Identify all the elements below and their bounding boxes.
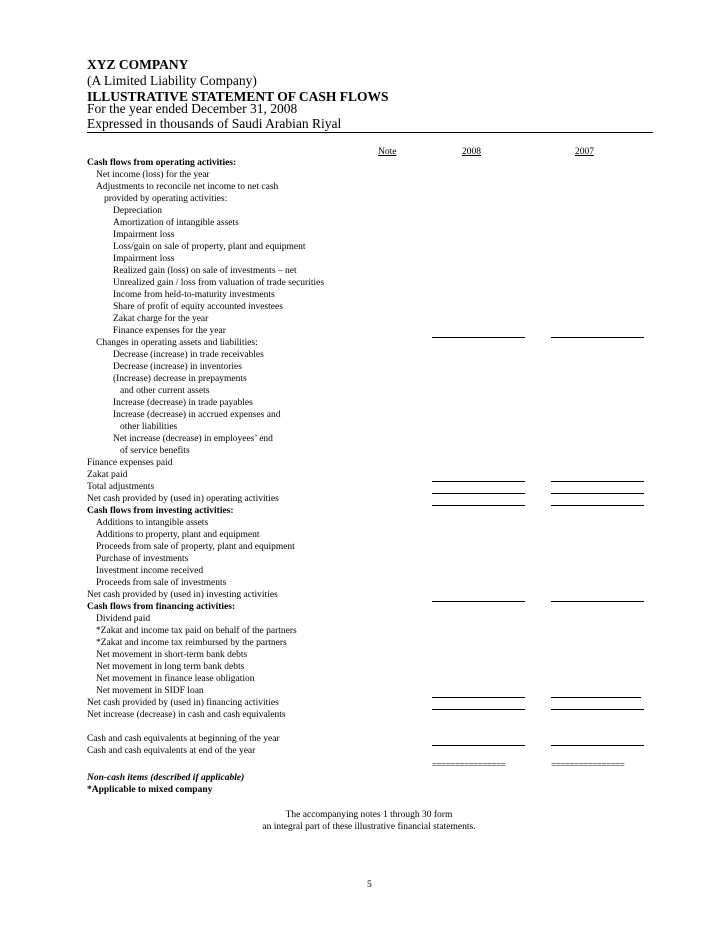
section-investing: Cash flows from investing activities: [87,506,234,516]
row-inventories: Decrease (increase) in inventories [113,362,242,372]
row-impairment-2: Impairment loss [113,254,175,264]
row-employee-benefits-cont: of service benefits [120,446,190,456]
row-trade-payables: Increase (decrease) in trade payables [113,398,253,408]
row-net-cash-operating: Net cash provided by (used in) operating activities [87,494,279,504]
underline-2007 [551,697,641,698]
underline-2008 [432,709,525,710]
underline-2008 [432,601,525,602]
legal-form: (A Limited Liability Company) [87,73,257,88]
row-adjustments: Adjustments to reconcile net income to net cash [96,182,279,192]
row-net-cash-investing: Net cash provided by (used in) investing activities [87,590,278,600]
underline-2008 [432,337,525,338]
row-prepayments: (Increase) decrease in prepayments [113,374,247,384]
row-realized-gain: Realized gain (loss) on sale of investments – net [113,266,297,276]
row-cash-end: Cash and cash equivalents at end of the year [87,746,256,756]
row-accrued-expenses-cont: other liabilities [120,422,178,432]
row-trade-receivables: Decrease (increase) in trade receivables [113,350,264,360]
row-accrued-expenses: Increase (decrease) in accrued expenses and [113,410,281,420]
row-htm-income: Income from held-to-maturity investments [113,290,275,300]
row-cash-beginning: Cash and cash equivalents at beginning of the year [87,734,280,744]
statement-title: ILLUSTRATIVE STATEMENT OF CASH FLOWS [87,89,389,104]
row-ppe-proceeds: Proceeds from sale of property, plant and equipment [96,542,295,552]
row-net-income: Net income (loss) for the year [96,170,210,180]
underline-2007 [551,601,644,602]
underline-2007 [551,337,644,338]
row-short-term-debts: Net movement in short-term bank debts [96,650,248,660]
row-employee-benefits: Net increase (decrease) in employees’ end [113,434,273,444]
row-intangible-additions: Additions to intangible assets [96,518,209,528]
double-rule-2007: ================ [551,760,625,770]
header-rule [87,132,653,133]
row-zakat-reimbursed: *Zakat and income tax reimbursed by the partners [96,638,287,648]
row-zakat-paid: Zakat paid [87,470,128,480]
row-net-cash-financing: Net cash provided by (used in) financing activities [87,698,279,708]
footer-line-1: The accompanying notes 1 through 30 form [285,810,453,820]
row-depreciation: Depreciation [113,206,163,216]
row-finance-expenses: Finance expenses for the year [113,326,226,336]
row-sidf-loan: Net movement in SIDF loan [96,686,204,696]
row-adjustments-cont: provided by operating activities: [104,194,228,204]
row-finance-lease: Net movement in finance lease obligation [96,674,255,684]
underline-2008 [432,697,525,698]
underline-2007 [551,481,644,482]
underline-2007 [551,709,644,710]
period-line: For the year ended December 31, 2008 [87,101,298,116]
footer-line-2: an integral part of these illustrative financial statements. [262,822,476,832]
non-cash-note: Non-cash items (described if applicable) [87,773,245,783]
row-investment-proceeds: Proceeds from sale of investments [96,578,227,588]
section-financing: Cash flows from financing activities: [87,602,236,612]
column-2008: 2008 [462,147,481,157]
row-total-adjustments: Total adjustments [87,482,155,492]
row-dividend: Dividend paid [96,614,151,624]
underline-2008 [432,505,525,506]
row-investment-purchase: Purchase of investments [96,554,189,564]
row-impairment: Impairment loss [113,230,175,240]
row-investment-income: Investment income received [96,566,204,576]
mixed-company-note: *Applicable to mixed company [87,785,213,795]
underline-2008 [432,745,525,746]
row-amortization: Amortization of intangible assets [113,218,239,228]
company-name: XYZ COMPANY [87,57,189,72]
row-prepayments-cont: and other current assets [120,386,210,396]
row-long-term-debts: Net movement in long term bank debts [96,662,245,672]
page-number: 5 [367,880,372,890]
row-zakat-paid-partners: *Zakat and income tax paid on behalf of the partners [96,626,297,636]
double-rule-2008: ================ [432,760,506,770]
underline-2007 [551,493,644,494]
underline-2007 [551,505,644,506]
row-equity-share: Share of profit of equity accounted investees [113,302,283,312]
section-operating: Cash flows from operating activities: [87,158,237,168]
row-net-increase: Net increase (decrease) in cash and cash equivalents [87,710,286,720]
column-2007: 2007 [575,147,594,157]
currency-line: Expressed in thousands of Saudi Arabian Riyal [87,116,342,131]
row-loss-gain-ppe: Loss/gain on sale of property, plant and equipment [113,242,306,252]
underline-2007 [551,745,644,746]
row-finance-expenses-paid: Finance expenses paid [87,458,173,468]
row-unrealized-gain: Unrealized gain / loss from valuation of trade securities [113,278,325,288]
row-ppe-additions: Additions to property, plant and equipment [96,530,260,540]
row-zakat-charge: Zakat charge for the year [113,314,209,324]
row-changes-heading: Changes in operating assets and liabilities: [96,338,258,348]
column-note: Note [378,147,397,157]
underline-2008 [432,493,525,494]
underline-2008 [432,481,525,482]
